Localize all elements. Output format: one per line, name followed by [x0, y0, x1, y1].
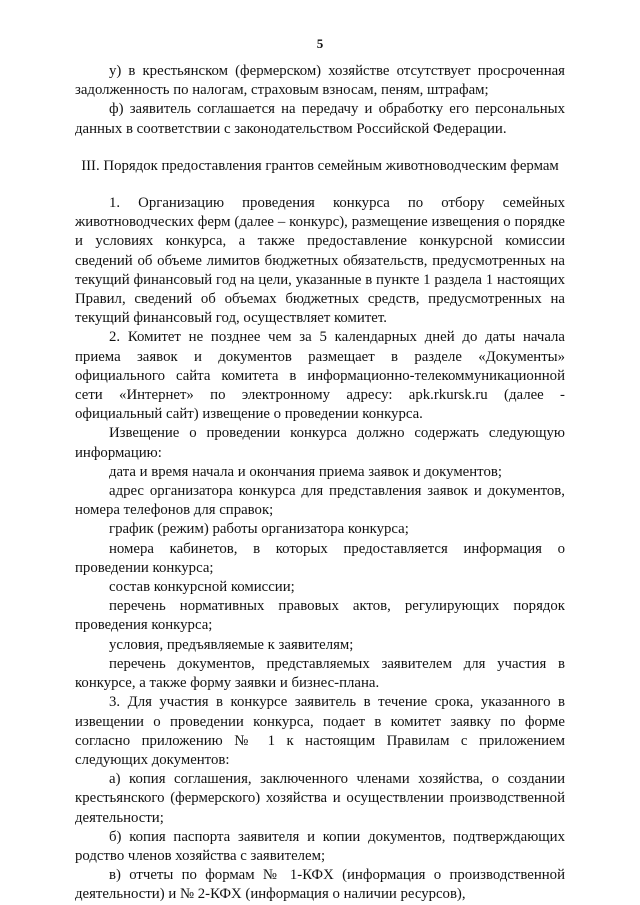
list-item-dates: дата и время начала и окончания приема заявок и документов;: [109, 463, 502, 480]
list-item-address: адрес организатора конкурса для представления заявок и документов, номера телефонов для справок;: [75, 483, 565, 519]
list-item-schedule: график (режим) работы организатора конкурса;: [109, 521, 409, 538]
list-item-documents: перечень документов, представляемых заявителем для участия в конкурсе, а также форму заявки и бизнес-плана.: [75, 655, 565, 692]
section-heading: III. Порядок предоставления грантов семейным животноводческим фермам: [81, 157, 559, 174]
list-item-conditions: условия, предъявляемые к заявителям;: [109, 636, 354, 653]
page-number: 5: [316, 36, 324, 51]
paragraph-u: у) в крестьянском (фермерском) хозяйстве отсутствует просроченная задолженность по налогам, страховым взносам, пеням, штрафам;: [75, 63, 565, 99]
paragraph-3b: б) копия паспорта заявителя и копии документов, подтверждающих родство членов хозяйства с заявителем;: [75, 828, 565, 864]
paragraph-f: ф) заявитель соглашается на передачу и обработку его персональных данных в соответствии с законодательством Российской Федерации.: [75, 101, 565, 137]
paragraph-3: 3. Для участия в конкурсе заявитель в течение срока, указанного в извещении о проведении конкурса, подает в комитет заявку по форме согласно приложению № 1 к настоящим Правилам с приложением следующих документов:: [75, 694, 565, 768]
paragraph-1: 1. Организацию проведения конкурса по отбору семейных животноводческих ферм (далее – конкурс), размещение извещения о порядке и условиях конкурса, а также предоставление конкурсной комиссии сведений об объеме лимитов бюджетных обязательств, предусмотренных на текущий финансовый год на цели, указанные в пункте 1 раздела 1 настоящих Правил, сведений об объемах бюджетных средств, предусмотренных на текущий финансовый год, осуществляет комитет.: [75, 195, 565, 327]
document-body: [75, 62, 565, 905]
list-item-rooms: номера кабинетов, в которых предоставляется информация о проведении конкурса;: [75, 540, 565, 576]
paragraph-3v: в) отчеты по формам № 1-КФХ (информация о производственной деятельности) и № 2-КФХ (информация о наличии ресурсов),: [75, 867, 565, 903]
list-item-acts: перечень нормативных правовых актов, регулирующих порядок проведения конкурса;: [75, 598, 565, 634]
paragraph-3a: а) копия соглашения, заключенного членами хозяйства, о создании крестьянского (фермерского) хозяйства и осуществлении производственной деятельности;: [75, 771, 565, 826]
notice-intro: Извещение о проведении конкурса должно содержать следующую информацию:: [75, 425, 565, 461]
list-item-commission: состав конкурсной комиссии;: [109, 579, 295, 596]
paragraph-2: 2. Комитет не позднее чем за 5 календарных дней до даты начала приема заявок и документов размещает в разделе «Документы» официального сайта комитета в информационно-телекоммуникационной сети «Интернет» по электронному адресу: apk.rkursk.ru (далее - официальный сайт) извещение о проведении конкурса.: [75, 329, 565, 423]
